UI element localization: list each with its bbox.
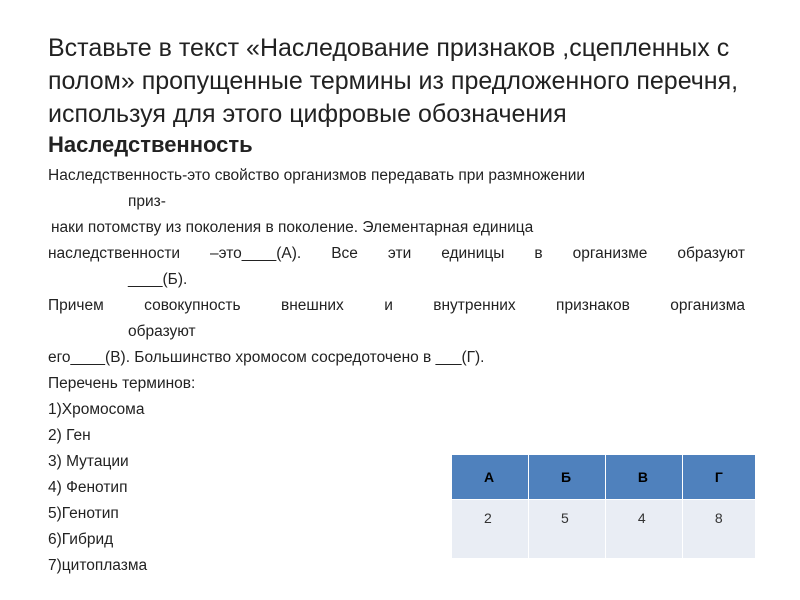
answer-cell-a: 2 — [452, 500, 529, 559]
term-item: 2) Ген — [48, 427, 91, 444]
body-line-8: его____(В). Большинство хромосом сосредоточено в ___(Г). — [48, 349, 485, 366]
answer-cell-g: 8 — [682, 500, 755, 559]
term-item: 3) Мутации — [48, 453, 129, 470]
body-line-4: наследственности –это____(А). Все эти единицы в организме образуют — [48, 245, 745, 262]
answer-table-row — [452, 500, 756, 559]
term-item: 5)Генотип — [48, 505, 119, 522]
terms-header: Перечень терминов: — [48, 375, 196, 392]
body-line-6: Причем совокупность внешних и внутренних признаков организма — [48, 297, 745, 314]
body-line-7: образуют — [128, 323, 196, 340]
answer-header-a: А — [452, 455, 529, 500]
slide-title: Вставьте в текст «Наследование признаков ,сцепленных с полом» пропущенные термины из предложенного перечня, используя для этого цифровые обозначения — [48, 34, 739, 128]
term-item: 6)Гибрид — [48, 531, 114, 548]
term-item: 1)Хромосома — [48, 401, 145, 418]
term-item: 4) Фенотип — [48, 479, 128, 496]
answer-header-b: Б — [529, 455, 606, 500]
answer-table — [451, 454, 756, 559]
answer-header-g: Г — [682, 455, 755, 500]
answer-table-header-row — [452, 455, 756, 500]
body-line-5: ____(Б). — [128, 271, 188, 288]
body-line-1: Наследственность-это свойство организмов передавать при размножении — [48, 167, 586, 184]
section-heading: Наследственность — [48, 132, 253, 157]
answer-cell-b: 5 — [529, 500, 606, 559]
term-item: 7)цитоплазма — [48, 557, 148, 574]
answer-cell-v: 4 — [605, 500, 682, 559]
body-line-3: наки потомству из поколения в поколение. Элементарная единица — [51, 219, 534, 236]
body-line-2: приз- — [128, 193, 166, 210]
answer-header-v: В — [605, 455, 682, 500]
